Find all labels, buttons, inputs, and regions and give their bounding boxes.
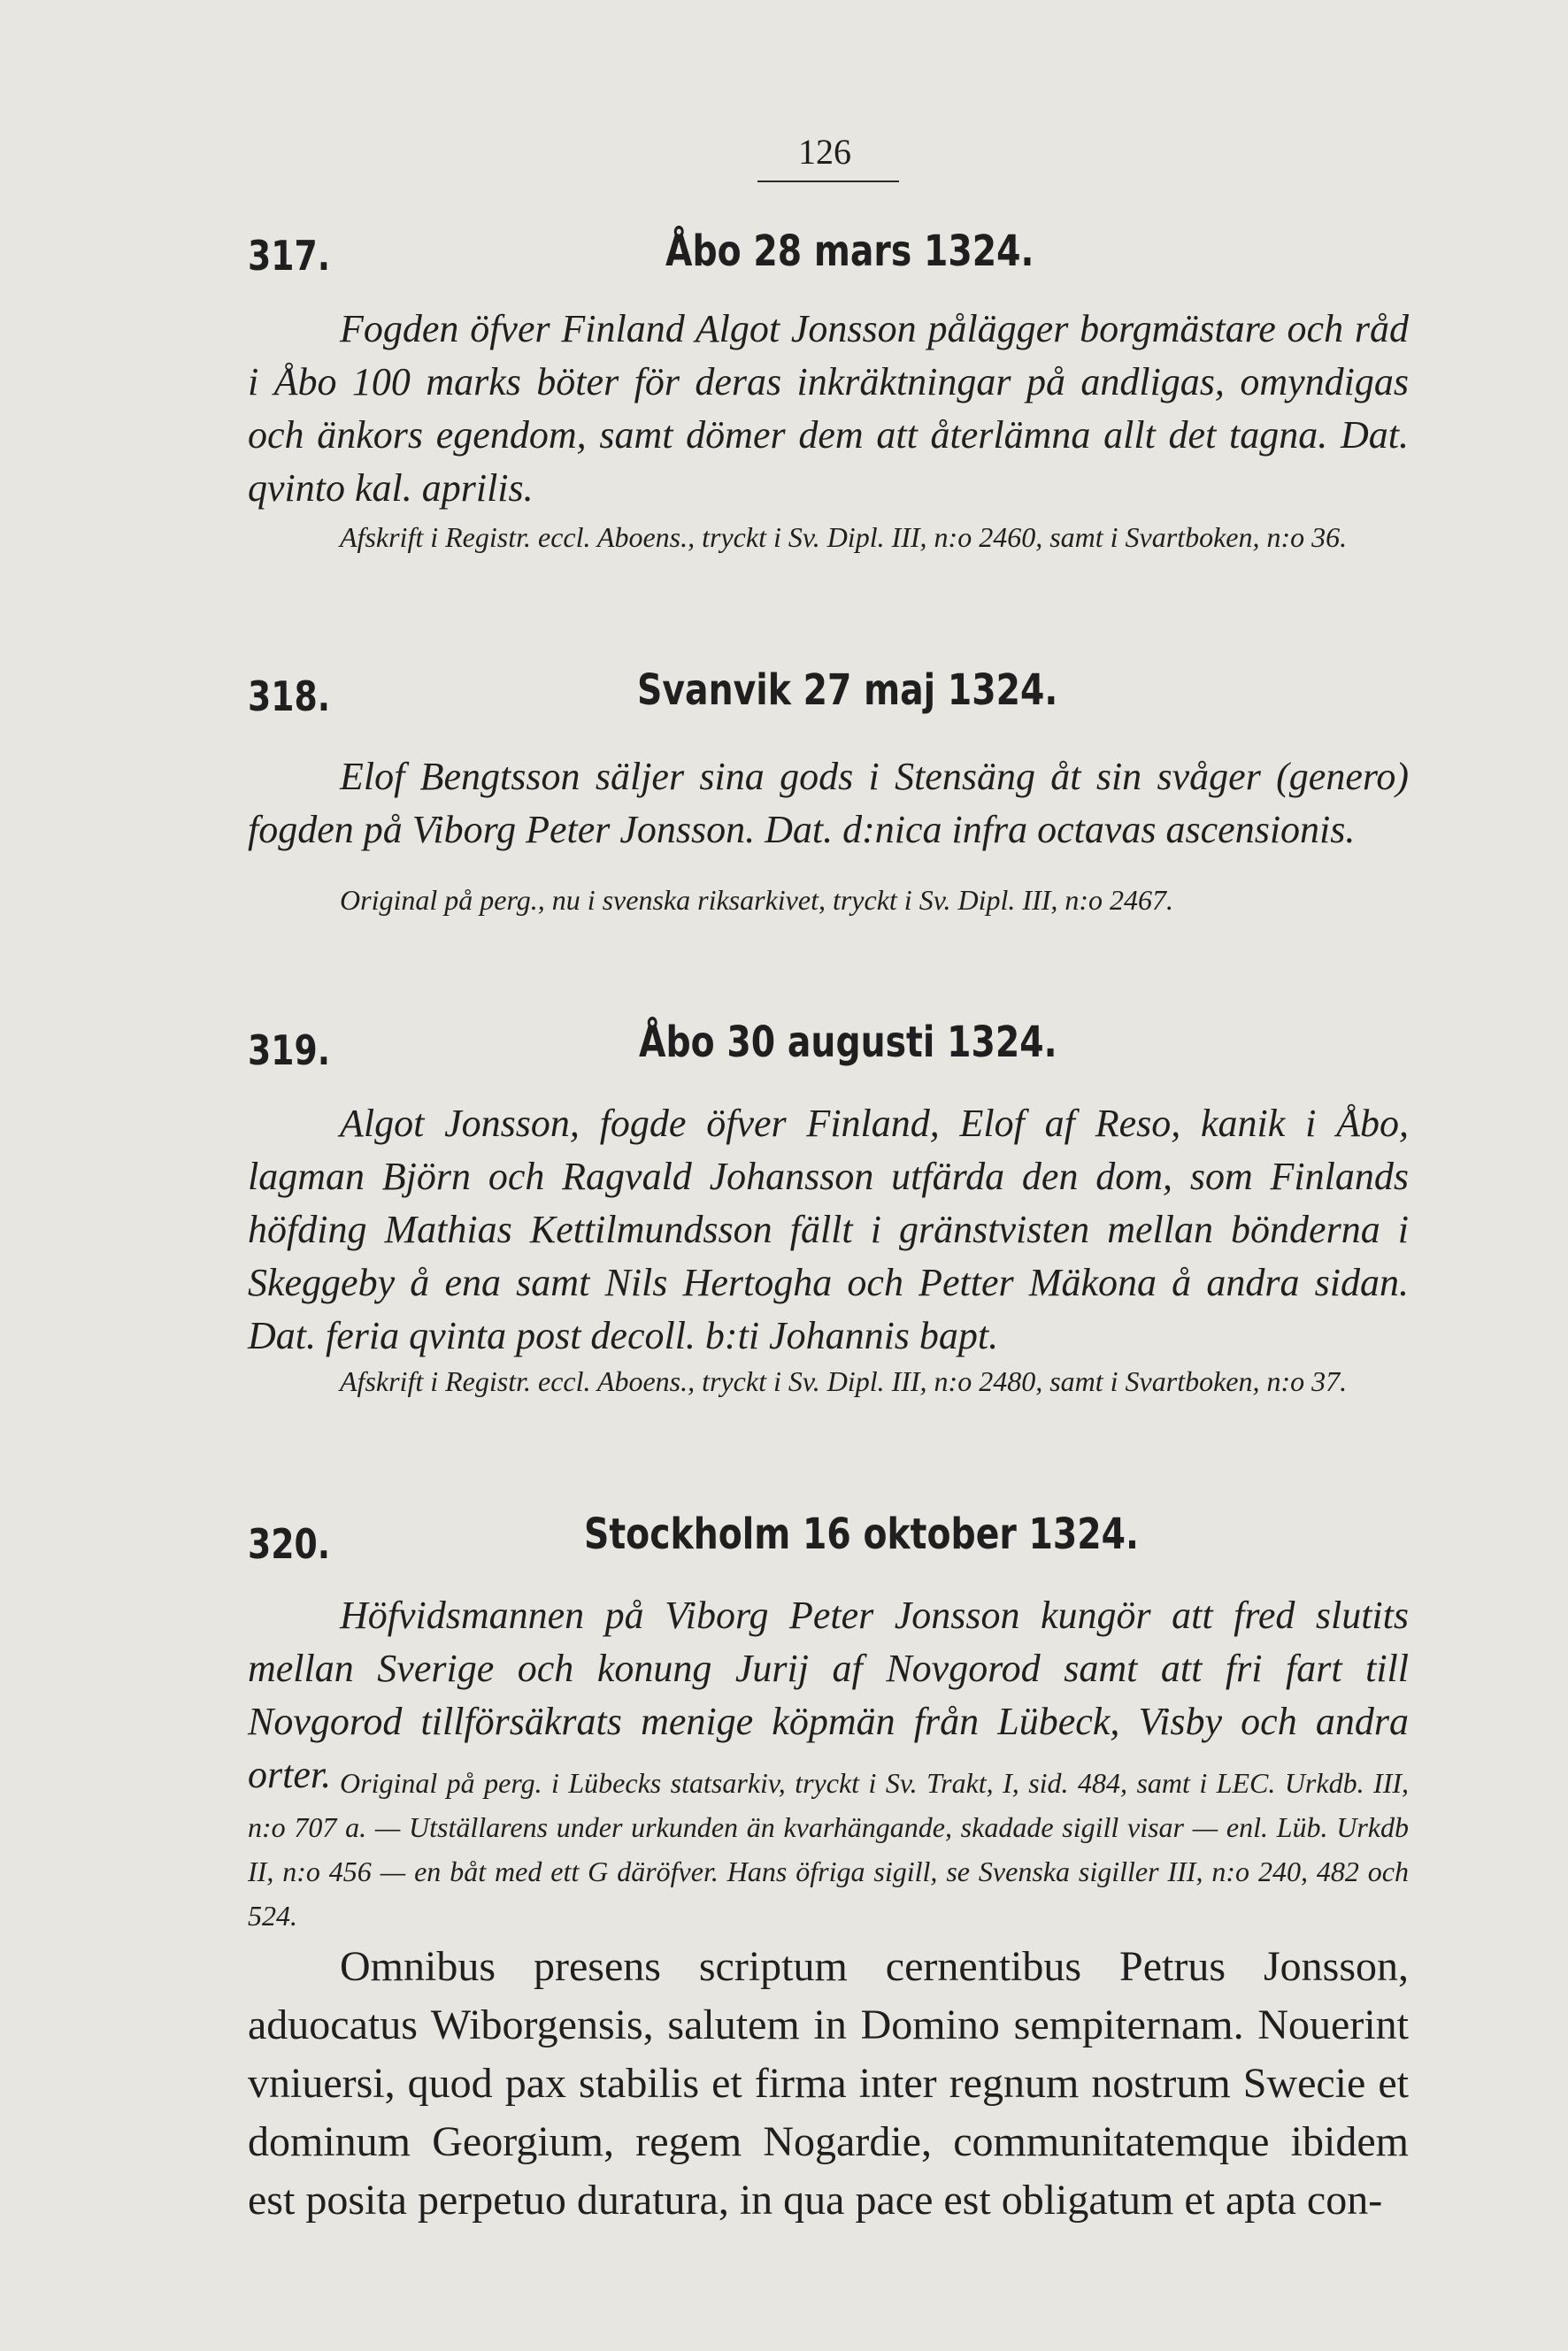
entry-source: Afskrift i Registr. eccl. Aboens., tryckt i Sv. Dipl. III, n:o 2480, samt i Svartboken, n:o 37. <box>340 1365 1348 1397</box>
entry-summary: Fogden öfver Finland Algot Jonsson pålägger borgmästare och råd i Åbo 100 marks böter för deras inkräktningar på andligas, omyndigas och änkors egendom, samt dömer dem att återlämna allt det tagna. Dat. qvinto kal. aprilis. <box>248 307 1409 510</box>
entry-summary: Elof Bengtsson säljer sina gods i Stensäng åt sin svåger (genero) fogden på Viborg Peter Jonsson. Dat. d:nica infra octavas ascensionis. <box>248 755 1409 851</box>
entry-number: 318. <box>248 672 331 720</box>
entry-number: 319. <box>248 1026 331 1074</box>
entry-summary: Algot Jonsson, fogde öfver Finland, Elof af Reso, kanik i Åbo, lagman Björn och Ragvald Johansson utfärda den dom, som Finlands höfding Mathias Kettilmundsson fällt i gränstvisten mellan bönderna i Skeggeby å ena samt Nils Hertogha och Petter Mäkona å andra sidan. Dat. feria qvinta post decoll. b:ti Johannis bapt. <box>248 1102 1409 1357</box>
page-number-rule <box>757 181 899 182</box>
entry-number: 320. <box>248 1520 331 1568</box>
entry-heading: Svanvik 27 maj 1324. <box>637 665 1058 715</box>
entry-summary: Höfvidsmannen på Viborg Peter Jonsson kungör att fred slutits mellan Sverige och konung Jurij af Novgorod samt att fri fart till Novgorod tillförsäkrats menige köpmän från Lübeck, Visby och andra orter. <box>248 1594 1409 1796</box>
document-text-latin: Omnibus presens scriptum cernentibus Petrus Jonsson, aduocatus Wiborgensis, salutem in Domino sempiternam. Nouerint vniuersi, quod pax stabilis et firma inter regnum nostrum Swecie et dominum Georgium, regem Nogardie, communitatemque ibidem est posita perpetuo duratura, in qua pace est obligatum et apta con- <box>248 1943 1409 2224</box>
entry-number: 317. <box>248 232 331 280</box>
page-number: 126 <box>798 132 851 172</box>
entry-heading: Åbo 30 augusti 1324. <box>639 1018 1057 1067</box>
entry-source: Original på perg. i Lübecks statsarkiv, tryckt i Sv. Trakt, I, sid. 484, samt i LEC. Urkdb. III, n:o 707 a. — Utställarens under urkunden än kvarhängande, skadade sigill visar — enl. Lüb. Urkdb II, n:o 456 — en båt med ett G däröfver. Hans öfriga sigill, se Svenska sigiller III, n:o 240, 482 och 524. <box>248 1767 1409 1932</box>
entry-heading: Åbo 28 mars 1324. <box>665 227 1034 276</box>
entry-source: Original på perg., nu i svenska riksarkivet, tryckt i Sv. Dipl. III, n:o 2467. <box>340 884 1174 916</box>
entry-heading: Stockholm 16 oktober 1324. <box>584 1510 1140 1559</box>
entry-source: Afskrift i Registr. eccl. Aboens., tryckt i Sv. Dipl. III, n:o 2460, samt i Svartboken, n:o 36. <box>340 521 1348 553</box>
